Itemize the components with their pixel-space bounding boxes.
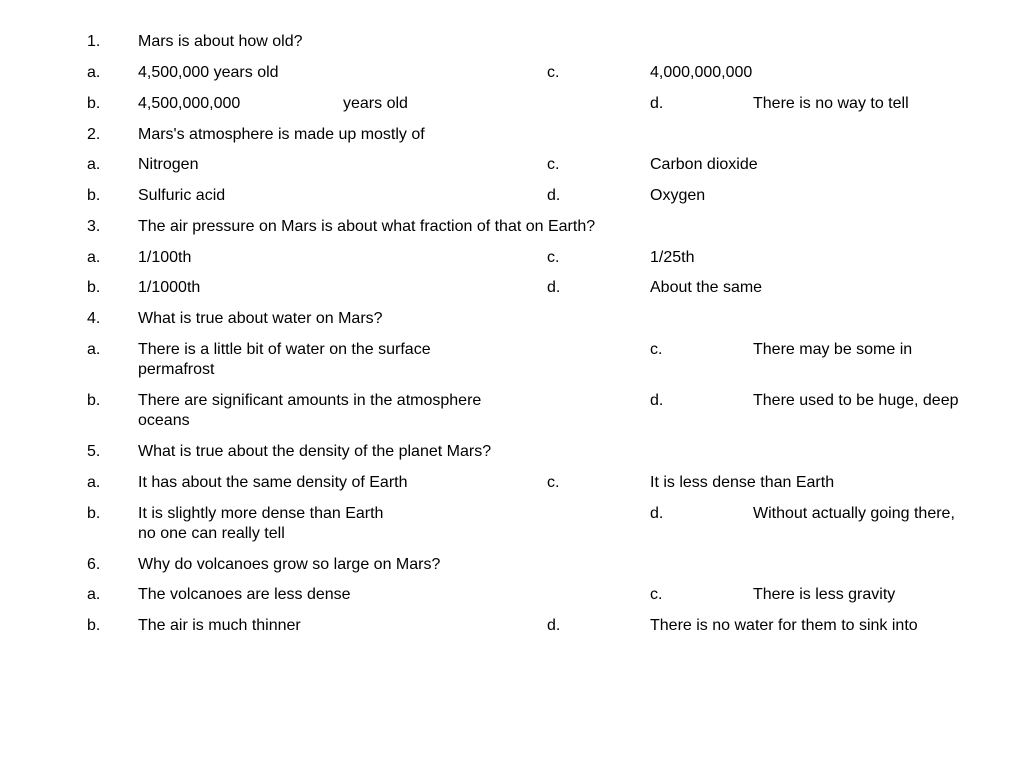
option-letter: c.: [547, 474, 560, 491]
option-text: 1/25th: [650, 249, 695, 266]
option-letter: a.: [87, 474, 101, 491]
option-text: It has about the same density of Earth: [138, 474, 408, 491]
option-letter: a.: [87, 64, 101, 81]
option-letter: b.: [87, 187, 101, 204]
question-number: 2.: [87, 126, 101, 143]
question-text: What is true about the density of the planet Mars?: [138, 443, 492, 460]
question-number: 1.: [87, 33, 101, 50]
question-number: 6.: [87, 556, 101, 573]
option-letter: c.: [650, 341, 663, 358]
option-text-continuation: permafrost: [138, 361, 215, 378]
option-text-suffix: years old: [343, 95, 408, 112]
option-letter: d.: [547, 279, 561, 296]
option-text: The air is much thinner: [138, 617, 301, 634]
option-text: About the same: [650, 279, 763, 296]
option-text-continuation: no one can really tell: [138, 525, 285, 542]
option-letter: d.: [650, 505, 664, 522]
option-text: There used to be huge, deep: [753, 392, 959, 409]
question-text: Mars is about how old?: [138, 33, 303, 50]
option-letter: a.: [87, 341, 101, 358]
option-letter: b.: [87, 617, 101, 634]
option-text: There are significant amounts in the atmosphere: [138, 392, 482, 409]
option-letter: a.: [87, 586, 101, 603]
option-text: It is less dense than Earth: [650, 474, 835, 491]
question-text: Why do volcanoes grow so large on Mars?: [138, 556, 441, 573]
question-text: The air pressure on Mars is about what fraction of that on Earth?: [138, 218, 596, 235]
option-letter: b.: [87, 279, 101, 296]
option-letter: b.: [87, 95, 101, 112]
option-letter: a.: [87, 156, 101, 173]
option-letter: d.: [650, 95, 664, 112]
option-letter: d.: [547, 187, 561, 204]
option-text: Sulfuric acid: [138, 187, 226, 204]
option-letter: c.: [650, 586, 663, 603]
question-number: 5.: [87, 443, 101, 460]
option-text: Nitrogen: [138, 156, 199, 173]
option-letter: c.: [547, 156, 560, 173]
option-text: 4,500,000,000: [138, 95, 241, 112]
question-text: Mars's atmosphere is made up mostly of: [138, 126, 425, 143]
option-text: There is no water for them to sink into: [650, 617, 918, 634]
option-text: 1/1000th: [138, 279, 201, 296]
question-number: 4.: [87, 310, 101, 327]
option-text-continuation: oceans: [138, 412, 190, 429]
option-letter: d.: [547, 617, 561, 634]
option-letter: d.: [650, 392, 664, 409]
option-text: Without actually going there,: [753, 505, 955, 522]
option-letter: b.: [87, 505, 101, 522]
option-text: Carbon dioxide: [650, 156, 758, 173]
option-letter: c.: [547, 64, 560, 81]
option-text: 1/100th: [138, 249, 192, 266]
option-text: There is a little bit of water on the surface: [138, 341, 431, 358]
option-text: The volcanoes are less dense: [138, 586, 351, 603]
option-text: Oxygen: [650, 187, 706, 204]
option-letter: c.: [547, 249, 560, 266]
question-text: What is true about water on Mars?: [138, 310, 383, 327]
option-text: There is no way to tell: [753, 95, 909, 112]
option-text: 4,500,000 years old: [138, 64, 279, 81]
option-text: It is slightly more dense than Earth: [138, 505, 384, 522]
option-letter: b.: [87, 392, 101, 409]
question-number: 3.: [87, 218, 101, 235]
option-text: There may be some in: [753, 341, 913, 358]
option-text: There is less gravity: [753, 586, 896, 603]
option-letter: a.: [87, 249, 101, 266]
option-text: 4,000,000,000: [650, 64, 753, 81]
